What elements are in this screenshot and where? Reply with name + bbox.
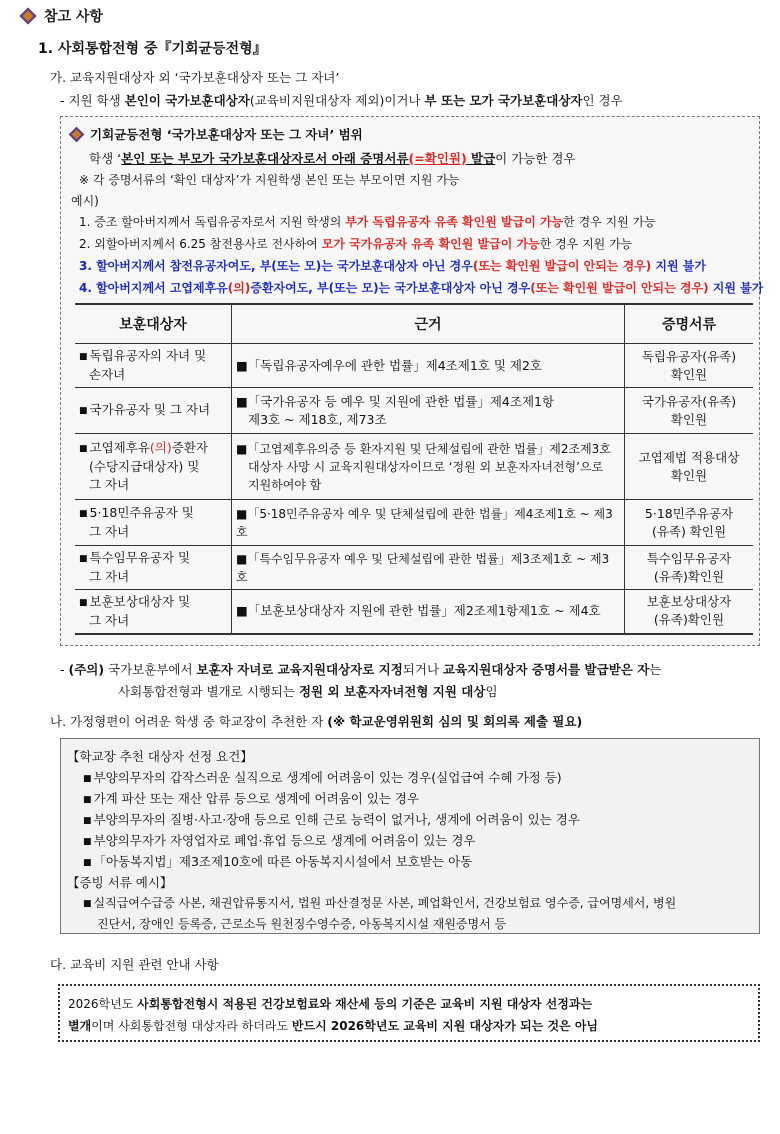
table-header: 증명서류 (625, 304, 754, 344)
na-title (50, 712, 582, 730)
text: 증환자 (171, 440, 208, 455)
caution-line-1 (60, 660, 661, 678)
text: 지원하여야 함 (248, 477, 322, 492)
examples-label: 예시) (71, 194, 99, 208)
text-red: (의) (227, 281, 251, 295)
docs-line-2: 진단서, 장애인 등록증, 근로소득 원천징수영수증, 아동복지시설 재원증명서 등 (97, 917, 507, 931)
text: ■ 특수임무유공자 및 (79, 549, 227, 568)
text-blue: 지원 불가 (708, 281, 764, 295)
table-cell (75, 434, 232, 500)
requirements-heading: 【학교장 추천 대상자 선정 요건】 (67, 749, 253, 764)
list-item: ■ 부양의무자가 자영업자로 폐업·휴업 등으로 생계에 어려움이 있는 경우 (83, 831, 475, 849)
text: 사회통합전형과 별개로 시행되는 (118, 684, 299, 699)
table-row (75, 388, 753, 434)
text-blue: 지원 불가 (651, 259, 706, 273)
text: 5·18민주유공자 (644, 505, 734, 521)
table-header: 보훈대상자 (75, 304, 232, 344)
table-cell (232, 590, 625, 634)
text: (교육비지원대상자 제외)이거나 (249, 93, 425, 108)
text: 제3호 ~ 제18호, 제73조 (248, 411, 387, 427)
section-1-title: 1. 사회통합전형 중『기회균등전형』 (38, 41, 267, 57)
requirements-box (60, 738, 760, 934)
table-row (75, 434, 753, 500)
ga-subtitle (60, 91, 623, 109)
text: 그 자녀 (89, 477, 130, 492)
notice-line-2 (68, 1017, 598, 1034)
ga-title: 가. 교육지원대상자 외 ‘국가보훈대상자 또는 그 자녀’ (50, 70, 340, 85)
text: (유족)확인원 (653, 612, 725, 628)
text: (유족)확인원 (653, 568, 725, 584)
table-cell (232, 434, 625, 500)
text (79, 439, 227, 458)
example-3 (79, 257, 706, 274)
text: 특수임무유공자 (646, 550, 732, 566)
text: 2026학년도 (68, 997, 138, 1011)
table-cell (75, 388, 232, 434)
page-header (22, 6, 103, 26)
text-bold: (※ 학교운영위원회 심의 및 회의록 제출 필요) (327, 714, 583, 729)
text-bold: (주의) (68, 662, 105, 677)
text: 손자녀 (89, 367, 126, 382)
text-bold: 정원 외 보훈자자녀전형 지원 대상 (298, 684, 486, 699)
text: 확인원 (670, 366, 708, 382)
docs-line-1: ■ 실직급여수급증 사본, 채권압류통지서, 법원 파산결정문 사본, 폐업확인서, 건강보험료 영수증, 급여명세서, 병원 (83, 894, 676, 911)
example-1 (79, 213, 656, 230)
text: ■「5·18민주유공자 예우 및 단체설립에 관한 법률」제4조제1호 ~ 제3호 (236, 506, 613, 539)
text: 그 자녀 (89, 524, 130, 539)
diamond-icon (69, 126, 85, 142)
text-bold: 교육지원대상자 증명서를 발급받은 자 (443, 662, 650, 677)
text: 독립유공자(유족) (641, 348, 737, 364)
scope-condition (89, 149, 576, 167)
text: 인 경우 (582, 93, 623, 108)
example-4 (79, 279, 763, 296)
table-row (75, 500, 753, 546)
text: 고엽제후유 (89, 440, 150, 455)
text-blue: 4. 할아버지께서 고엽제후유 (79, 281, 228, 295)
da-title: 다. 교육비 지원 관련 안내 사항 (50, 957, 219, 972)
text: 확인원 (670, 411, 708, 427)
text: 확인원 (670, 467, 708, 483)
docs-heading: 【증빙 서류 예시】 (67, 875, 173, 890)
text: (유족) 확인원 (651, 523, 727, 539)
text: 이며 사회통합전형 대상자라 하더라도 (91, 1019, 292, 1033)
table-cell (75, 500, 232, 546)
text-blue: 증환자여도, 부(또는 모)는 국가보훈대상자 아닌 경우 (250, 281, 531, 295)
table-cell (625, 434, 754, 500)
table-cell (625, 590, 754, 634)
example-2 (79, 235, 632, 252)
text: ■ 독립유공자의 자녀 및 (79, 347, 227, 366)
scope-box (60, 116, 764, 646)
scope-note: ※ 각 증명서류의 ‘확인 대상자’가 지원학생 본인 또는 부모이면 지원 가능 (79, 173, 460, 187)
text-bold: 부 또는 모가 국가보훈대상자 (424, 93, 583, 108)
text: ■「특수임무유공자 예우 및 단체설립에 관한 법률」제3조제1호 ~ 제3호 (236, 551, 610, 584)
text: 1. 증조 할아버지께서 독립유공자로서 지원 학생의 (79, 215, 346, 229)
text: 국가보훈부에서 (104, 662, 197, 677)
text: 한 경우 지원 가능 (563, 215, 656, 229)
text: 보훈보상대상자 (646, 594, 732, 610)
text: 는 (649, 662, 662, 677)
table-cell (232, 388, 625, 434)
table-cell (75, 546, 232, 590)
text-red: 부가 독립유공자 유족 확인원 발급이 가능 (345, 215, 564, 229)
table-cell (75, 344, 232, 388)
text-bold: 보훈자 자녀로 교육지원대상자로 지정 (196, 662, 403, 677)
table-cell (75, 590, 232, 634)
text-red: (=확인원) (408, 151, 467, 166)
text: 한 경우 지원 가능 (539, 237, 633, 251)
text: 대상자 사망 시 교육지원대상자이므로 ‘정원 외 보훈자자녀전형’으로 (248, 459, 604, 474)
text: 고엽제법 적용대상 (638, 449, 740, 465)
table-cell (625, 344, 754, 388)
text: 2. 외할아버지께서 6.25 참전용사로 전사하여 (79, 237, 322, 251)
text: 되거나 (402, 662, 444, 677)
text: ■「독립유공자예우에 관한 법률」제4조제1호 및 제2호 (236, 357, 542, 373)
text: 학생 ‘ (89, 151, 122, 166)
text-red: (또는 확인원 발급이 안되는 경우) (472, 259, 652, 273)
text-bold: 발급 (466, 151, 496, 166)
text-bold: 반드시 2026학년도 교육비 지원 대상자가 되는 것은 아님 (291, 1019, 598, 1033)
text: ■ 5·18민주유공자 및 (79, 504, 227, 523)
table-cell (232, 546, 625, 590)
table-header-row (75, 304, 753, 344)
caution-line-2 (118, 682, 498, 700)
notice-box (58, 984, 760, 1042)
text: ■ 보훈보상대상자 및 (79, 593, 227, 612)
list-item: ■ 가계 파산 또는 재산 압류 등으로 생계에 어려움이 있는 경우 (83, 789, 419, 807)
text: 임 (485, 684, 498, 699)
table-row (75, 590, 753, 634)
text-bold: 사회통합전형시 적용된 건강보험료와 재산세 등의 기준은 교육비 지원 대상자 선정과는 (137, 997, 593, 1011)
text: - (60, 662, 69, 677)
text-red: (또는 확인원 발급이 안되는 경우) (530, 281, 709, 295)
text: ■「국가유공자 등 예우 및 지원에 관한 법률」제4조제1항 (236, 393, 555, 409)
text-bold: 별개 (68, 1019, 92, 1033)
list-item: ■ 부양의무자의 질병·사고·장애 등으로 인해 근로 능력이 없거나, 생계에 어려움이 있는 경우 (83, 810, 580, 828)
scope-box-title (71, 125, 363, 143)
table-header: 근거 (232, 304, 625, 344)
text: 국가유공자(유족) (641, 393, 737, 409)
table-cell (625, 546, 754, 590)
text-red: 모가 국가유공자 유족 확인원 발급이 가능 (321, 237, 540, 251)
text: 나. 가정형편이 어려운 학생 중 학교장이 추천한 자 (50, 714, 328, 729)
text: 기회균등전형 ‘국가보훈대상자 또는 그 자녀’ 범위 (90, 127, 363, 142)
text: ■「보훈보상대상자 지원에 관한 법률」제2조제1항제1호 ~ 제4호 (236, 603, 601, 619)
list-item: ■ 「아동복지법」제3조제10호에 따른 아동복지시설에서 보호받는 아동 (83, 852, 472, 870)
text-bold: 본인 또는 부모가 국가보훈대상자로서 아래 증명서류 (121, 151, 409, 166)
table-cell (625, 500, 754, 546)
table-cell (232, 500, 625, 546)
table-cell (232, 344, 625, 388)
text-bold: 본인이 국가보훈대상자 (124, 93, 250, 108)
table-row (75, 344, 753, 388)
text: 그 자녀 (89, 612, 130, 628)
text: ■ 국가유공자 및 그 자녀 (79, 401, 227, 420)
text: ■「고엽제후유의증 등 환자지원 및 단체설립에 관한 법률」제2조제3호 (236, 441, 611, 456)
eligibility-table (75, 303, 753, 635)
table-cell (625, 388, 754, 434)
text: 그 자녀 (89, 569, 130, 584)
text: 이 가능한 경우 (495, 151, 576, 166)
list-item: ■ 부양의무자의 갑작스러운 실직으로 생계에 어려움이 있는 경우(실업급여 수혜 가정 등) (83, 768, 562, 786)
text-blue: 3. 할아버지께서 참전유공자여도, 부(또는 모)는 국가보훈대상자 아닌 경우 (79, 259, 473, 273)
text-red: (의) (149, 440, 172, 455)
diamond-icon (20, 8, 37, 25)
notice-line-1 (68, 995, 592, 1012)
table-row (75, 546, 753, 590)
text: (수당지급대상자) 및 (89, 459, 200, 474)
header-title: 참고 사항 (44, 9, 103, 25)
text: - 지원 학생 (60, 93, 125, 108)
